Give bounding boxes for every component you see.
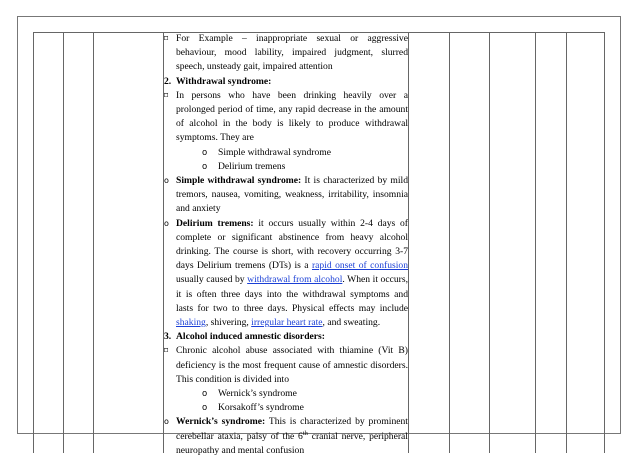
table-column-divider: [449, 32, 450, 453]
table-column-divider: [63, 32, 64, 453]
delirium-tremens-item: [164, 217, 408, 331]
item-text: [176, 415, 408, 458]
item-body: , and sweating.: [322, 317, 381, 329]
circle-bullet-icon: o: [164, 218, 169, 228]
item-title: Simple withdrawal syndrome:: [176, 175, 302, 187]
sub-list-item: [164, 146, 408, 160]
item-body: cranial nerve, peripheral neuropathy and mental confusion: [176, 430, 408, 456]
sub-item-text: Wernick’s syndrome: [218, 388, 297, 400]
heading-number: 2.: [164, 75, 172, 87]
table-column-divider: [489, 32, 490, 453]
table-column-divider: [408, 32, 409, 453]
heading-text: Alcohol induced amnestic disorders:: [176, 331, 325, 343]
circle-bullet-icon: o: [202, 161, 208, 172]
amnestic-paragraph: [164, 344, 408, 387]
sub-list-item: [164, 160, 408, 174]
example-text: For Example – inappropriate sexual or aggressive behaviour, mood lability, impaired judgment, slurred speech, unsteady gait, impaired attention: [176, 33, 408, 73]
link-rapid-onset-confusion[interactable]: rapid onset of confusion: [311, 260, 408, 272]
wernick-item: [164, 415, 408, 458]
sub-list-item: [164, 401, 408, 415]
item-body: This is characterized by prominent cerebellar ataxia, palsy of the 6: [176, 416, 408, 442]
square-bullet-icon: ⌑: [164, 90, 169, 100]
item-body: it occurs usually within 2-4 days of complete or significant abstinence from heavy alcohol drinking. The course is short, with recovery occurring 3-7 days Delirium tremens (DTs) is a: [176, 217, 409, 272]
superscript: th: [302, 429, 308, 437]
circle-bullet-icon: o: [202, 389, 208, 400]
table-column-divider: [93, 32, 94, 453]
paragraph-text: Chronic alcohol abuse associated with thiamine (Vit B) deficiency is the most frequent cause of amnestic disorders. This condition is divided into: [176, 345, 408, 385]
item-title: Delirium tremens:: [176, 217, 254, 229]
item-body: It is characterized by mild tremors, nausea, vomiting, weakness, irritability, insomnia and anxiety: [176, 175, 408, 215]
sub-item-text: Delirium tremens: [218, 160, 286, 172]
circle-bullet-icon: o: [202, 147, 208, 158]
content-cell: [164, 32, 408, 458]
table-column-divider: [604, 32, 605, 453]
circle-bullet-icon: o: [164, 417, 169, 427]
item-title: Wernick’s syndrome:: [176, 416, 266, 428]
table-column-divider: [33, 32, 34, 453]
simple-withdrawal-item: [164, 174, 408, 217]
heading-withdrawal: [164, 75, 408, 89]
link-shaking[interactable]: shaking: [176, 317, 206, 329]
table-column-divider: [535, 32, 536, 453]
link-withdrawal-from-alcohol[interactable]: withdrawal from alcohol: [247, 274, 343, 286]
square-bullet-icon: ⌑: [164, 34, 169, 43]
item-body: , shivering,: [205, 317, 252, 329]
link-irregular-heart-rate[interactable]: irregular heart rate: [251, 317, 323, 329]
heading-text: Withdrawal syndrome:: [176, 75, 272, 87]
heading-number: 3.: [164, 331, 172, 343]
example-item: [164, 32, 408, 75]
heading-amnestic: [164, 330, 408, 344]
withdrawal-paragraph: [164, 89, 408, 146]
sub-item-text: Simple withdrawal syndrome: [218, 146, 331, 158]
circle-bullet-icon: o: [202, 403, 208, 414]
item-text: [176, 217, 408, 331]
item-text: [176, 174, 408, 217]
circle-bullet-icon: o: [164, 176, 169, 186]
square-bullet-icon: ⌑: [164, 346, 169, 356]
item-body: usually caused by: [176, 274, 248, 286]
item-body: . When it occurs, it is often three days into the withdrawal symptoms and lasts for two to three days. Physical effects may include: [176, 274, 408, 314]
paragraph-text: In persons who have been drinking heavily over a prolonged period of time, any rapid decrease in the amount of alcohol in the body is likely to produce withdrawal symptoms. They are: [176, 89, 408, 144]
table-column-divider: [566, 32, 567, 453]
sub-list-item: [164, 387, 408, 401]
sub-item-text: Korsakoff’s syndrome: [218, 402, 304, 414]
